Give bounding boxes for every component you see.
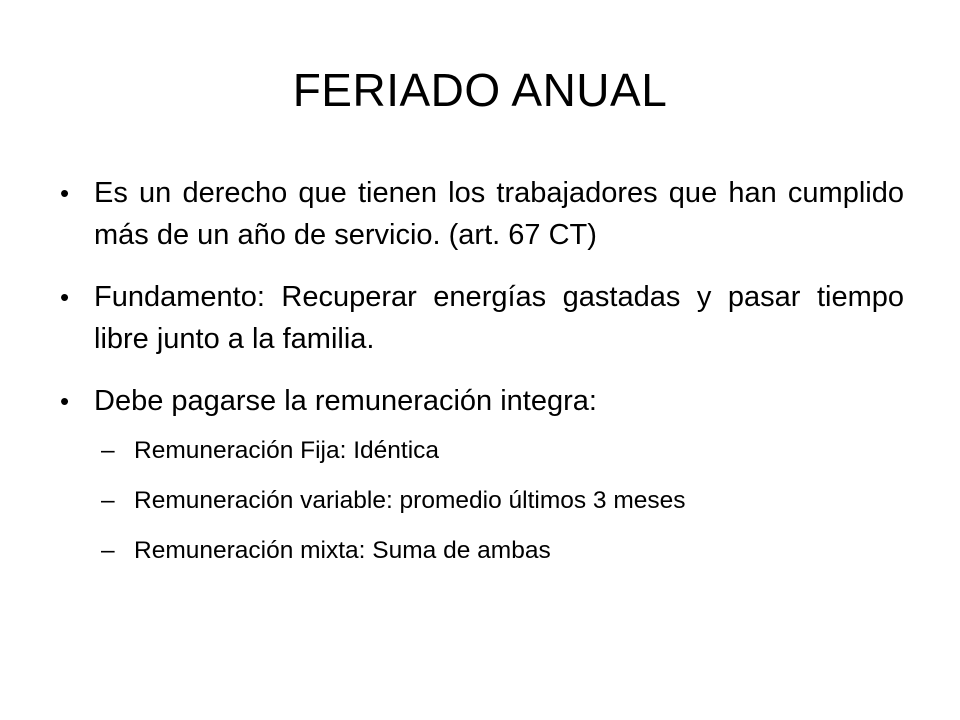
bullet-marker: • bbox=[60, 282, 70, 312]
bullet-marker: • bbox=[60, 178, 70, 208]
sub-bullet-marker: – bbox=[101, 487, 115, 514]
sub-bullet-marker: – bbox=[101, 537, 115, 564]
sub-bullet-text: Remuneración mixta: Suma de ambas bbox=[134, 537, 551, 564]
bullet-item bbox=[56, 172, 904, 256]
sub-bullet-item bbox=[56, 534, 904, 568]
sub-bullet-item bbox=[56, 484, 904, 518]
bullet-item bbox=[56, 380, 904, 422]
sub-bullet-item bbox=[56, 434, 904, 468]
sub-bullet-text: Remuneración variable: promedio últimos 3 meses bbox=[134, 487, 686, 514]
bullet-text: Debe pagarse la remuneración integra: bbox=[94, 385, 597, 417]
bullet-marker: • bbox=[60, 386, 70, 416]
sub-bullet-text: Remuneración Fija: Idéntica bbox=[134, 437, 440, 464]
sub-bullet-list bbox=[56, 434, 904, 568]
bullet-item bbox=[56, 276, 904, 360]
slide-content bbox=[56, 172, 904, 584]
slide-title: FERIADO ANUAL bbox=[292, 64, 668, 116]
bullet-text: Fundamento: Recuperar energías gastadas y pasar tiempo libre junto a la familia. bbox=[94, 281, 904, 355]
sub-bullet-marker: – bbox=[101, 437, 115, 464]
bullet-text: Es un derecho que tienen los trabajadores que han cumplido más de un año de servicio. (art. 67 CT) bbox=[94, 177, 904, 251]
